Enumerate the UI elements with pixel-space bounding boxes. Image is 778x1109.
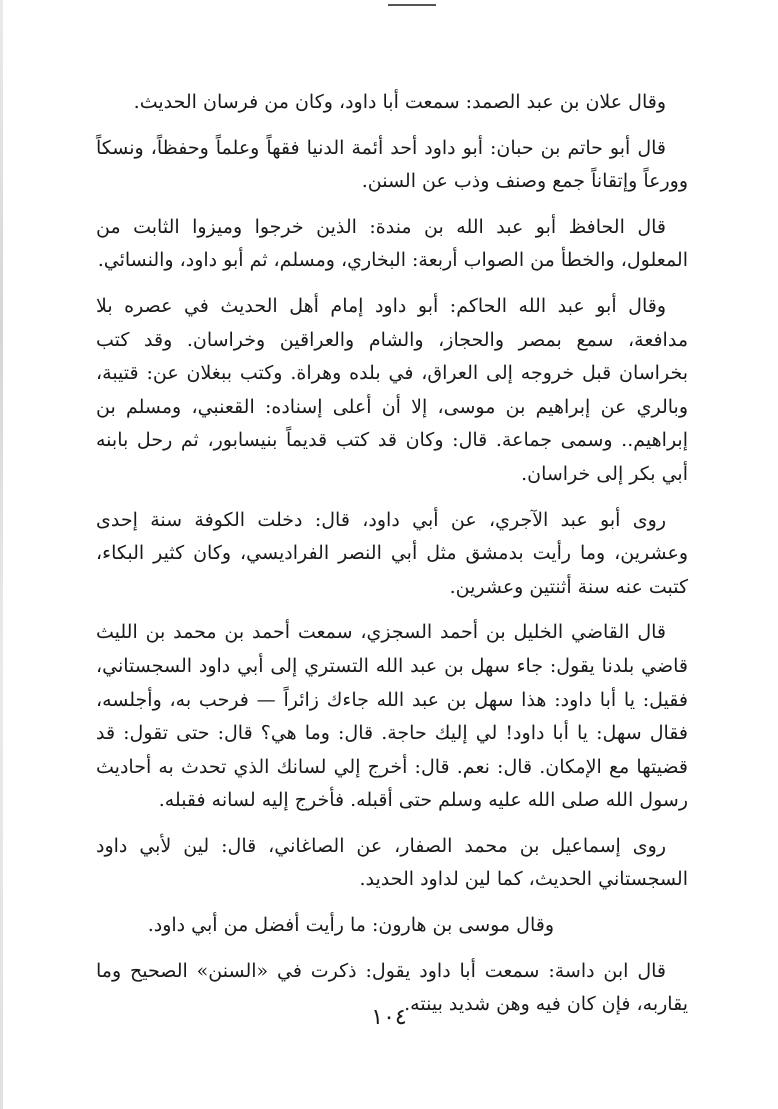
paragraph-al-hakim: وقال أبو عبد الله الحاكم: أبو داود إمام أهل الحديث في عصره بلا مدافعة، سمع بمصر والحجاز، والشام والعراقين وخراسان. وقد كتب بخراسان قبل خروجه إلى العراق، في بلده وهراة. وكتب ببغلان عن: قتيبة، وبالري عن إبراهيم بن موسى، إلا أن أعلى إسناده: القعنبي، ومسلم بن إبراهيم.. وسمى جماعة. قال: وكان قد كتب قديماً بنيسابور، ثم رحل بابنه أبي بكر إلى خراسان. — [96, 294, 688, 485]
paragraph-al-ajurri: روى أبو عبد الآجري، عن أبي داود، قال: دخلت الكوفة سنة إحدى وعشرين، وما رأيت بدمشق مثل أبي النصر الفراديسي، وكان كثير البكاء، كتبت عنه سنة أثنتين وعشرين. — [96, 508, 688, 598]
paragraph-musa-bin-harun: وقال موسى بن هارون: ما رأيت أفضل من أبي داود. — [147, 914, 554, 937]
paragraph-ibn-hibban: قال أبو حاتم بن حبان: أبو داود أحد أئمة الدنيا فقهاً وعلماً وحفظاً، ونسكاً وورعاً وإتقاناً جمع وصنف وذب عن السنن. — [96, 136, 688, 193]
paragraph-ibn-mandah: قال الحافظ أبو عبد الله بن مندة: الذين خرجوا وميزوا الثابت من المعلول، والخطأ من الصواب أربعة: البخاري، ومسلم، ثم أبو داود، والنسائي. — [96, 215, 688, 272]
page-body — [96, 86, 688, 1016]
page-edge-shadow — [0, 0, 3, 1109]
paragraph-al-saffar: روى إسماعيل بن محمد الصفار، عن الصاغاني، قال: لين لأبي داود السجستاني الحديث، كما لين لداود الحديد. — [96, 834, 688, 891]
page-number: ١٠٤ — [371, 1005, 407, 1030]
paragraph-ibn-dasa: قال ابن داسة: سمعت أبا داود يقول: ذكرت في «السنن» الصحيح وما يقاربه، فإن كان فيه وهن شديد بينته. — [96, 959, 688, 1016]
paragraph-al-khalil: قال القاضي الخليل بن أحمد السجزي، سمعت أحمد بن محمد بن الليث قاضي بلدنا يقول: جاء سهل بن عبد الله التستري إلى أبي داود السجستاني، فقيل: يا أبا داود: هذا سهل بن عبد الله جاءك زائراً — فرحب به، وأجلسه، فقال سهل: يا أبا داود! لي إليك حاجة. قال: وما هي؟ قال: حتى تقول: قد قضيتها مع الإمكان. قال: نعم. قال: أخرج إلي لسانك الذي تحدث به أحاديث رسول الله صلى الله عليه وسلم حتى أقبله. فأخرج إليه لسانه فقبله. — [96, 621, 688, 812]
paragraph-allan: وقال علان بن عبد الصمد: سمعت أبا داود، وكان من فرسان الحديث. — [133, 91, 666, 113]
top-rule — [388, 4, 436, 6]
